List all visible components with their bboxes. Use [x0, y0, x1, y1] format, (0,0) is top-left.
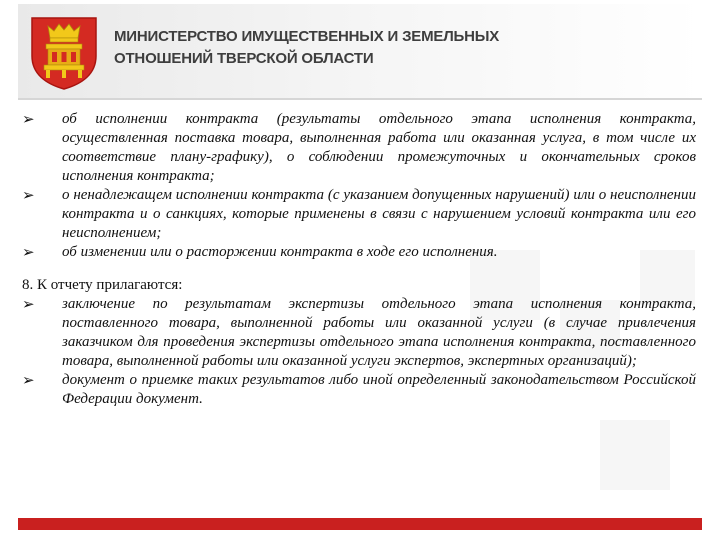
- header-divider: [18, 98, 702, 100]
- list-item-text: об исполнении контракта (результаты отдельного этапа исполнения контракта, осуществленная поставка товара, выполненная работа или оказанная услуга, в том числе их соответствие плану-графику), о соблюдении промежуточных и окончательных сроков исполнения контракта;: [62, 111, 696, 184]
- section-heading: 8. К отчету прилагаются:: [22, 277, 183, 293]
- list-item: [22, 371, 696, 409]
- arrow-bullet-icon: ➢: [22, 186, 35, 204]
- arrow-bullet-icon: ➢: [22, 371, 35, 389]
- list-item-text: об изменении или о расторжении контракта в ходе его исполнения.: [62, 244, 498, 260]
- tver-coat-of-arms-icon: [24, 12, 104, 92]
- title-line-2: ОТНОШЕНИЙ ТВЕРСКОЙ ОБЛАСТИ: [114, 50, 374, 67]
- arrow-bullet-icon: ➢: [22, 110, 35, 128]
- page-title: [114, 26, 584, 70]
- list-item: [22, 186, 696, 243]
- attachments-list: [22, 295, 696, 409]
- footer-accent-bar: [18, 518, 702, 530]
- list-item-text: документ о приемке таких результатов либо иной определенный законодательством Российской Федерации документ.: [62, 372, 696, 407]
- list-item-text: заключение по результатам экспертизы отдельного этапа исполнения контракта, поставленного товара, выполненной работы или оказанной услуги (в случае привлечения заказчиком для проведения экспертизы отдельного этапа исполнения контракта, поставленного товара, выполненной работы или оказанной услуги экспертов, экспертных организаций);: [62, 296, 696, 369]
- report-content-list: [22, 110, 696, 262]
- list-item: [22, 295, 696, 371]
- arrow-bullet-icon: ➢: [22, 243, 35, 261]
- bg-square-decoration: [600, 420, 670, 490]
- document-body: [22, 110, 696, 409]
- list-item-text: о ненадлежащем исполнении контракта (с указанием допущенных нарушений) или о неисполнении контракта и о санкциях, которые применены в связи с нарушением условий контракта или его неисполнением;: [62, 187, 696, 241]
- list-item: [22, 243, 696, 262]
- arrow-bullet-icon: ➢: [22, 295, 35, 313]
- list-item: [22, 110, 696, 186]
- title-line-1: МИНИСТЕРСТВО ИМУЩЕСТВЕННЫХ И ЗЕМЕЛЬНЫХ: [114, 28, 500, 45]
